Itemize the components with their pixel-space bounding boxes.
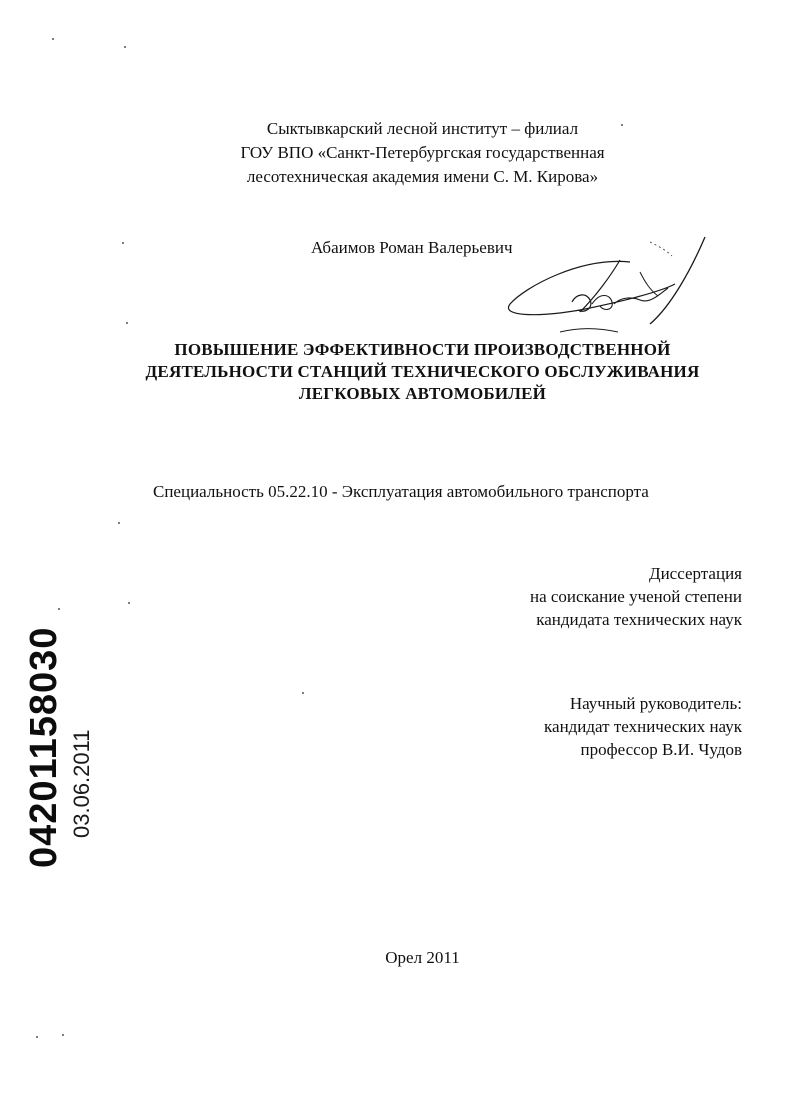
scan-speck (126, 322, 128, 324)
registration-number-stamp: 04201158030 (23, 626, 65, 868)
registration-date-stamp: 03.06.2011 (69, 729, 94, 838)
scan-speck (621, 124, 623, 126)
dissertation-type-block (530, 562, 742, 631)
author-name: Абаимов Роман Валерьевич (311, 238, 513, 257)
advisor-line-1: Научный руководитель: (569, 694, 742, 713)
scan-speck (58, 608, 60, 610)
institution-line-3: лесотехническая академия имени С. М. Кирова» (246, 167, 599, 186)
advisor-block (544, 692, 742, 761)
city-and-year: Орел 2011 (385, 948, 460, 967)
institution-line-1: Сыктывкарский лесной институт – филиал (266, 119, 579, 138)
scan-speck (302, 692, 304, 694)
advisor-line-2: кандидат технических наук (544, 717, 742, 736)
dissertation-line-3: кандидата технических наук (536, 610, 742, 629)
institution-block (0, 117, 799, 189)
institution-line-2: ГОУ ВПО «Санкт-Петербургская государственная (240, 143, 605, 162)
scan-speck (124, 46, 126, 48)
advisor-line-3: профессор В.И. Чудов (580, 740, 742, 759)
dissertation-title (0, 339, 799, 405)
dissertation-line-2: на соискание ученой степени (529, 587, 742, 606)
dissertation-line-1: Диссертация (648, 564, 742, 583)
title-line-2: ДЕЯТЕЛЬНОСТИ СТАНЦИЙ ТЕХНИЧЕСКОГО ОБСЛУЖИВАНИЯ (145, 362, 700, 381)
scan-speck (52, 38, 54, 40)
title-line-3: ЛЕГКОВЫХ АВТОМОБИЛЕЙ (298, 384, 547, 403)
handwritten-signature (500, 232, 720, 352)
title-line-1: ПОВЫШЕНИЕ ЭФФЕКТИВНОСТИ ПРОИЗВОДСТВЕННОЙ (174, 340, 671, 359)
scan-speck (36, 1036, 38, 1038)
scan-speck (128, 602, 130, 604)
scan-speck (122, 242, 124, 244)
scan-speck (62, 1034, 64, 1036)
specialty-line: Специальность 05.22.10 - Эксплуатация автомобильного транспорта (153, 482, 649, 501)
scan-speck (118, 522, 120, 524)
